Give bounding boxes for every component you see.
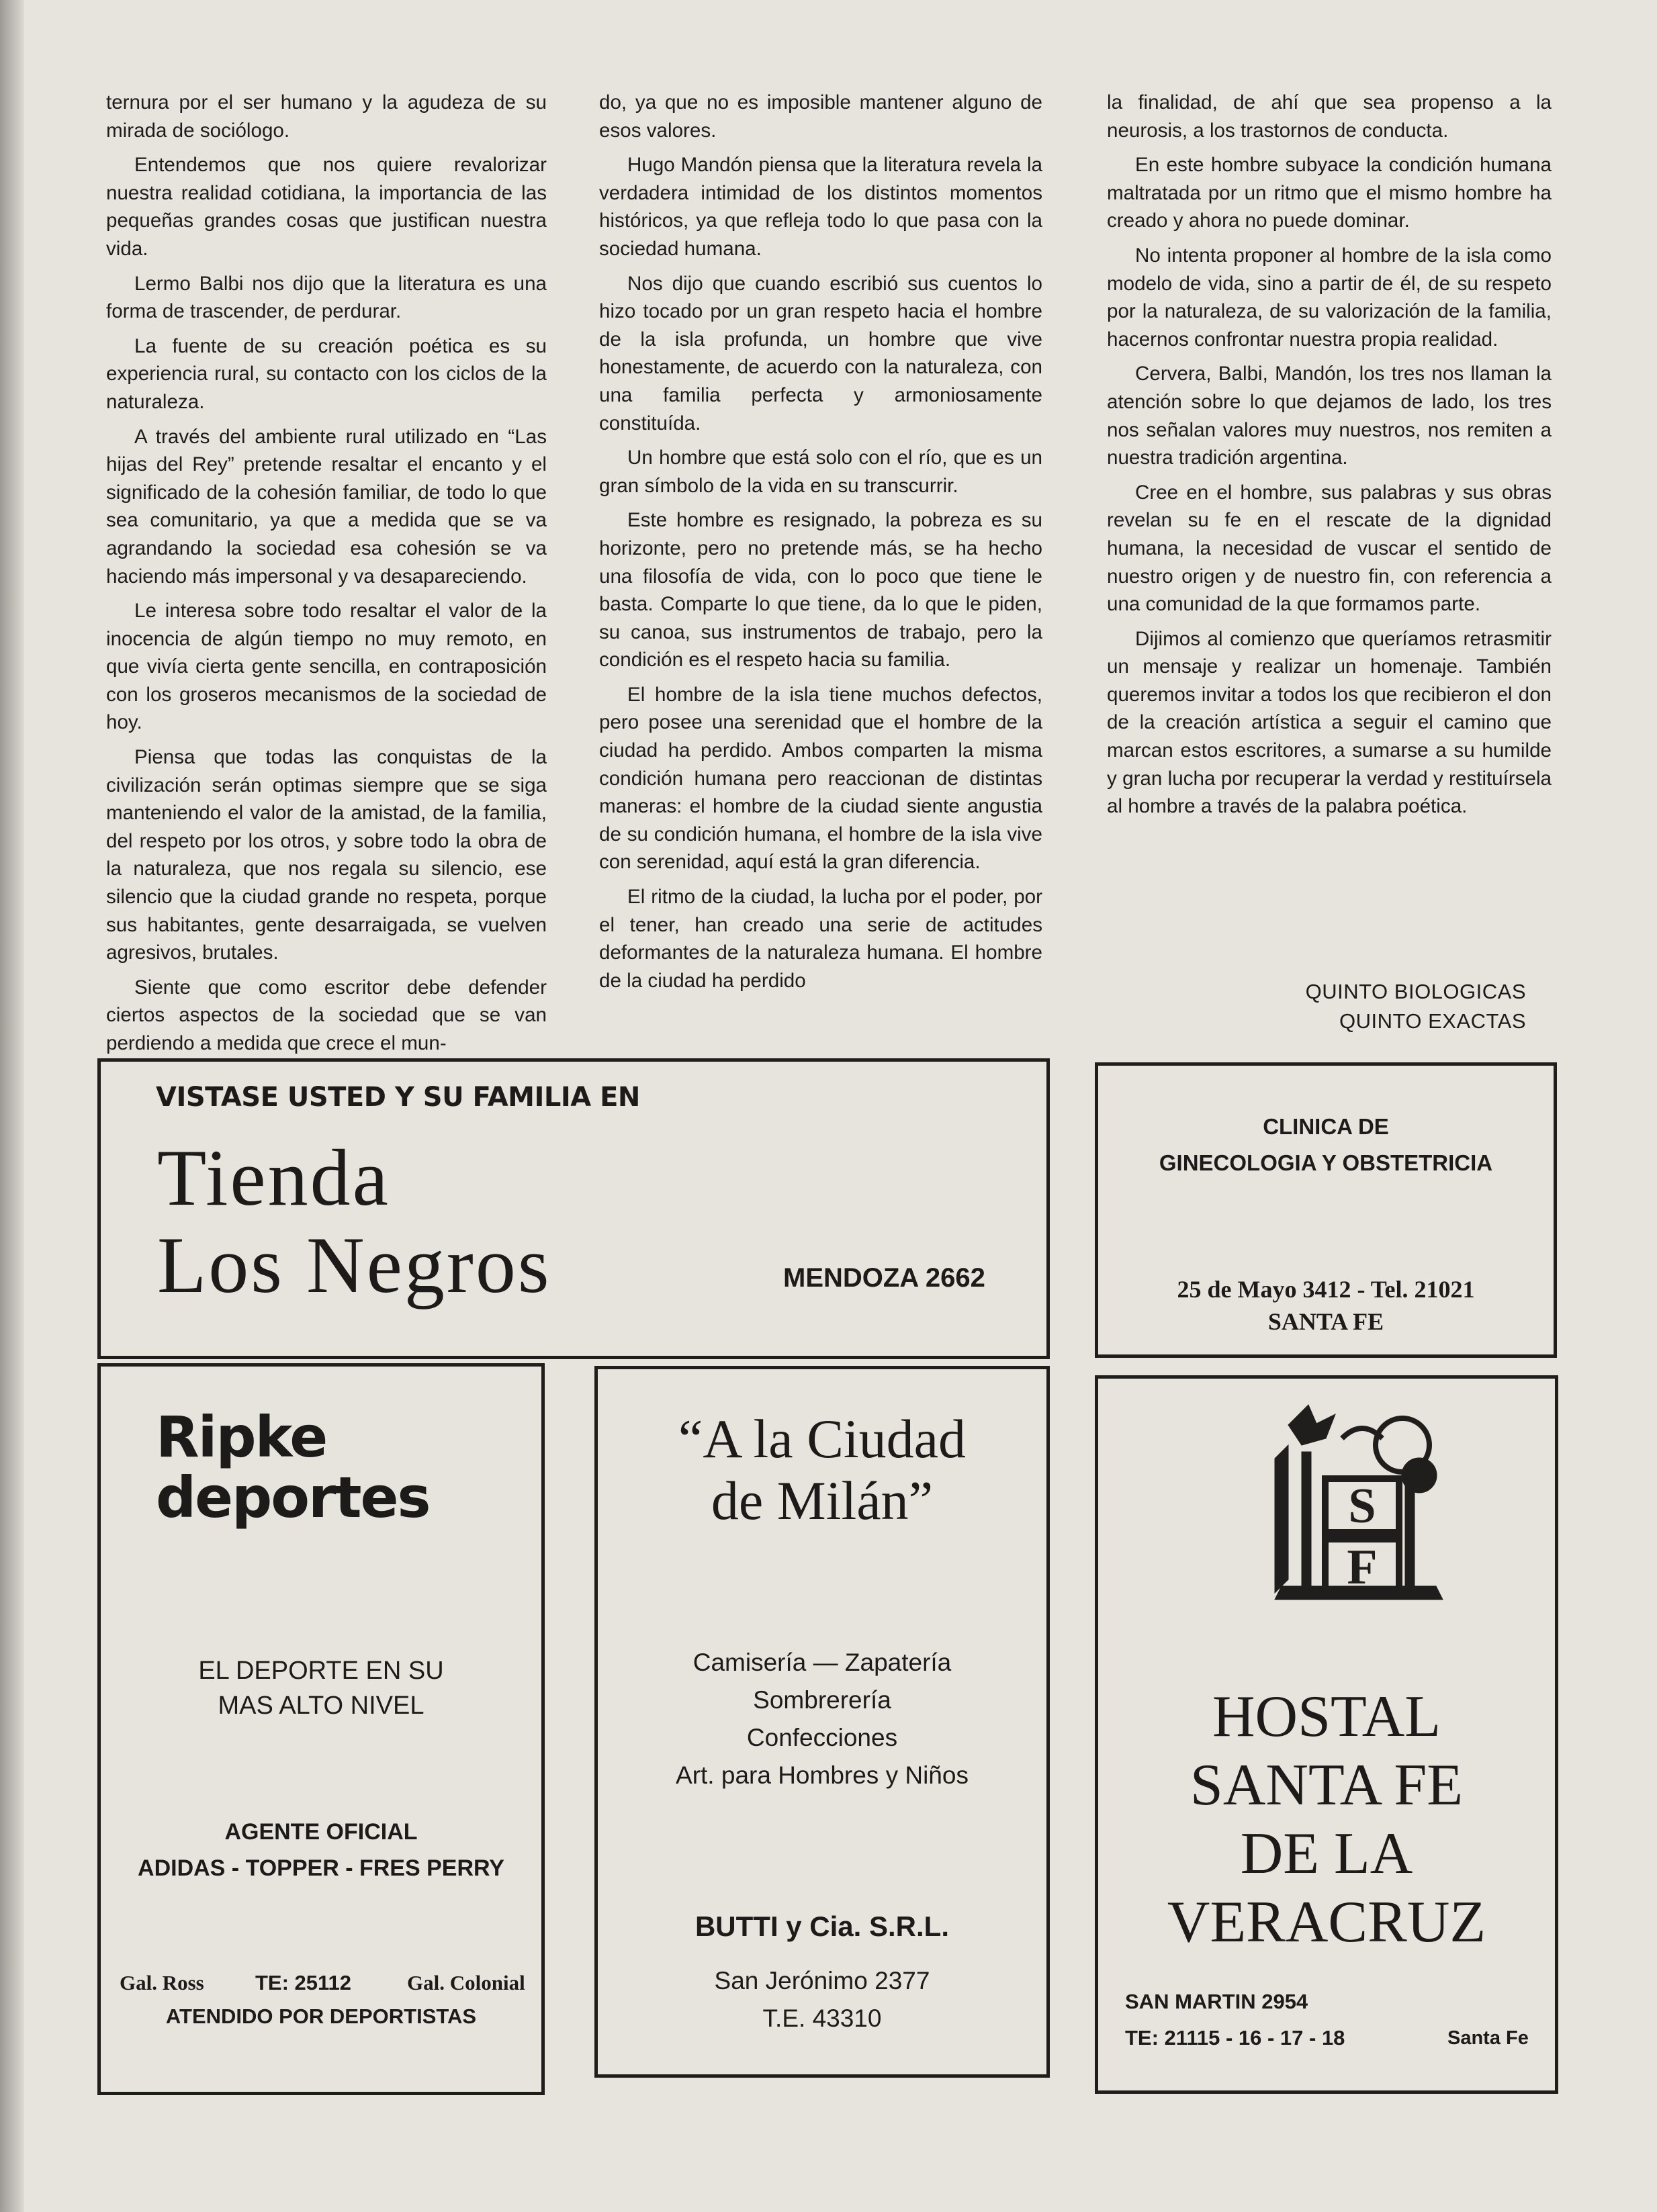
article-paragraph: Cree en el hombre, sus palabras y sus obras revelan su fe en el rescate de la dignidad humana, la necesidad de vuscar el sentido de nuestro origen y de nuestro fin, con referencia a una comunidad de la que formamos parte.: [1107, 481, 1552, 616]
clinica-line2: GINECOLOGIA Y OBSTETRICIA: [1159, 1150, 1493, 1175]
clinica-city: SANTA FE: [1267, 1308, 1384, 1335]
tienda-name-line1: Tienda: [157, 1133, 390, 1222]
hostal-logo-letter-s: S: [1348, 1479, 1376, 1534]
article-paragraph: Un hombre que está solo con el río, que es un gran símbolo de la vida en su transcurrir.: [599, 447, 1042, 497]
tienda-name-line2: Los Negros: [157, 1220, 551, 1309]
hostal-name-line4: VERACRUZ: [1167, 1890, 1486, 1955]
milan-company: BUTTI y Cia. S.R.L.: [695, 1910, 950, 1942]
ripke-slogan-line1: EL DEPORTE EN SU: [198, 1657, 444, 1685]
milan-name-line2: de Milán”: [711, 1470, 934, 1531]
article-paragraph: El hombre de la isla tiene muchos defectos, pero posee una serenidad que el hombre de la ciudad ha perdido. Ambos comparten la misma condición humana pero reaccionan de distintas maneras: el hombre de la ciudad siente angustia de su condición humana, el hombre de la isla vive con serenidad, aquí está la gran diferencia.: [599, 683, 1042, 874]
signature-line-2: QUINTO EXACTAS: [1339, 1009, 1526, 1033]
ad-tienda-los-negros: [97, 1058, 1050, 1359]
clinica-line1: CLINICA DE: [1263, 1114, 1389, 1139]
ripke-location-1: Gal. Ross: [120, 1971, 204, 1994]
article-column-3: [1107, 89, 1552, 827]
hostal-name-line3: DE LA: [1240, 1821, 1413, 1886]
hostal-address: SAN MARTIN 2954: [1125, 1990, 1308, 2013]
hostal-logo-letter-f: F: [1347, 1540, 1378, 1595]
article-paragraph: Hugo Mandón piensa que la literatura revela la verdadera intimidad de los distintos momentos históricos, ya que refleja todo lo que pasa con la sociedad humana.: [599, 154, 1042, 260]
article-paragraph: La fuente de su creación poética es su experiencia rural, su contacto con los ciclos de la naturaleza.: [106, 334, 547, 413]
ripke-name-line2: deportes: [156, 1465, 430, 1530]
article-paragraph: Piensa que todas las conquistas de la civilización serán optimas siempre que se siga manteniendo el valor de la amistad, de la familia, del respeto por los otros, y sobre todo la obra de la naturaleza, que nos regala su silencio, ese silencio que la ciudad grande no respeta, porque sus habitantes, gente desarraigada, se vuelven agresivos, brutales.: [106, 746, 547, 964]
article-paragraph: No intenta proponer al hombre de la isla como modelo de vida, sino a partir de él, de su respeto por la naturaleza, de su valorización de la familia, hacernos confrontar nuestra propia realidad.: [1107, 244, 1552, 351]
article-paragraph: Dijimos al comienzo que queríamos retrasmitir un mensaje y realizar un homenaje. También queremos invitar a todos los que recibieron el don de la creación artística a seguir el camino que marcan estos escritores, a sumarse a su humilde y gran lucha por recuperar la verdad y restituírsela al hombre a través de la palabra poética.: [1107, 627, 1552, 818]
hostal-name-line1: HOSTAL: [1212, 1684, 1441, 1749]
article-paragraph: la finalidad, de ahí que sea propenso a la neurosis, a los trastornos de conducta.: [1107, 91, 1552, 142]
ripke-phone: TE: 25112: [255, 1971, 352, 1994]
tienda-address: MENDOZA 2662: [783, 1263, 985, 1293]
milan-address: San Jerónimo 2377: [714, 1967, 930, 1994]
hostal-crest-logo: [1261, 1398, 1455, 1613]
article-paragraph: A través del ambiente rural utilizado en “Las hijas del Rey” pretende resaltar el encanto y el significado de la cohesión familiar, de todo lo que sea comunitario, ya que a medida que se va agrandando la sociedad esa cohesión se va haciendo más impersonal y va desapareciendo.: [106, 425, 547, 588]
article-paragraph: Este hombre es resignado, la pobreza es su horizonte, pero no pretende más, se ha hecho una filosofía de vida, con lo poco que tiene le basta. Comparte lo que tiene, da lo que le piden, su canoa, sus instrumentos de trabajo, pero la condición es el respeto hacia su familia.: [599, 509, 1042, 672]
article-paragraph: Lermo Balbi nos dijo que la literatura es una forma de trascender, de perdurar.: [106, 272, 547, 323]
page-binding-shadow: [0, 0, 24, 2212]
ad-clinica: [1095, 1062, 1557, 1358]
ripke-name-line1: Ripke: [156, 1404, 327, 1470]
milan-phone: T.E. 43310: [762, 2004, 882, 2032]
article-paragraph: El ritmo de la ciudad, la lucha por el poder, por el tener, han creado una serie de actitudes deformantes de la naturaleza humana. El hombre de la ciudad ha perdido: [599, 886, 1042, 992]
ripke-agent: AGENTE OFICIAL: [224, 1819, 418, 1845]
hostal-city: Santa Fe: [1447, 2027, 1529, 2049]
ad-ripke-deportes: [97, 1363, 545, 2095]
hostal-phones: TE: 21115 - 16 - 17 - 18: [1125, 2026, 1345, 2049]
hostal-name-line2: SANTA FE: [1190, 1753, 1464, 1818]
article-paragraph: Cervera, Balbi, Mandón, los tres nos llaman la atención sobre lo que dejamos de lado, los tres nos señalan valores muy nuestros, nos remiten a nuestra tradición argentina.: [1107, 363, 1552, 469]
milan-name-line1: “A la Ciudad: [678, 1408, 967, 1469]
article-paragraph: En este hombre subyace la condición humana maltratada por un ritmo que el mismo hombre ha creado y ahora no puede dominar.: [1107, 154, 1552, 232]
article-paragraph: ternura por el ser humano y la agudeza de su mirada de sociólogo.: [106, 91, 547, 142]
tienda-slogan: VISTASE USTED Y SU FAMILIA EN: [156, 1082, 640, 1113]
signature-line-1: QUINTO BIOLOGICAS: [1305, 980, 1526, 1003]
milan-item-4: Art. para Hombres y Niños: [676, 1761, 969, 1789]
clinica-address: 25 de Mayo 3412 - Tel. 21021: [1177, 1276, 1475, 1303]
ripke-slogan-line2: MAS ALTO NIVEL: [218, 1692, 424, 1720]
milan-item-2: Sombrerería: [753, 1686, 891, 1714]
article-paragraph: Siente que como escritor debe defender ciertos aspectos de la sociedad que se van perdiendo a medida que crece el mun-: [106, 976, 547, 1054]
article-paragraph: Entendemos que nos quiere revalorizar nuestra realidad cotidiana, la importancia de las pequeñas grandes cosas que justifican nuestra vida.: [106, 154, 547, 260]
article-paragraph: do, ya que no es imposible mantener alguno de esos valores.: [599, 91, 1042, 142]
article-paragraph: Le interesa sobre todo resaltar el valor de la inocencia de algún tiempo no muy remoto, en que vivía cierta gente sencilla, en contraposición con los groseros mecanismos de la sociedad de hoy.: [106, 600, 547, 734]
article-column-2: [599, 89, 1042, 1001]
article-paragraph: Nos dijo que cuando escribió sus cuentos lo hizo tocado por un gran respeto hacia el hombre de la isla profunda, un hombre que vive honestamente, de acuerdo con la naturaleza, con una familia perfecta y armoniosamente constituída.: [599, 272, 1042, 434]
milan-item-3: Confecciones: [746, 1724, 898, 1751]
article-column-1: [106, 89, 547, 1064]
ripke-footer: ATENDIDO POR DEPORTISTAS: [165, 2004, 477, 2028]
ripke-location-2: Gal. Colonial: [407, 1971, 525, 1994]
ripke-brands: ADIDAS - TOPPER - FRES PERRY: [138, 1855, 504, 1881]
milan-item-1: Camisería — Zapatería: [692, 1649, 952, 1676]
ad-ciudad-de-milan: [594, 1366, 1050, 2078]
